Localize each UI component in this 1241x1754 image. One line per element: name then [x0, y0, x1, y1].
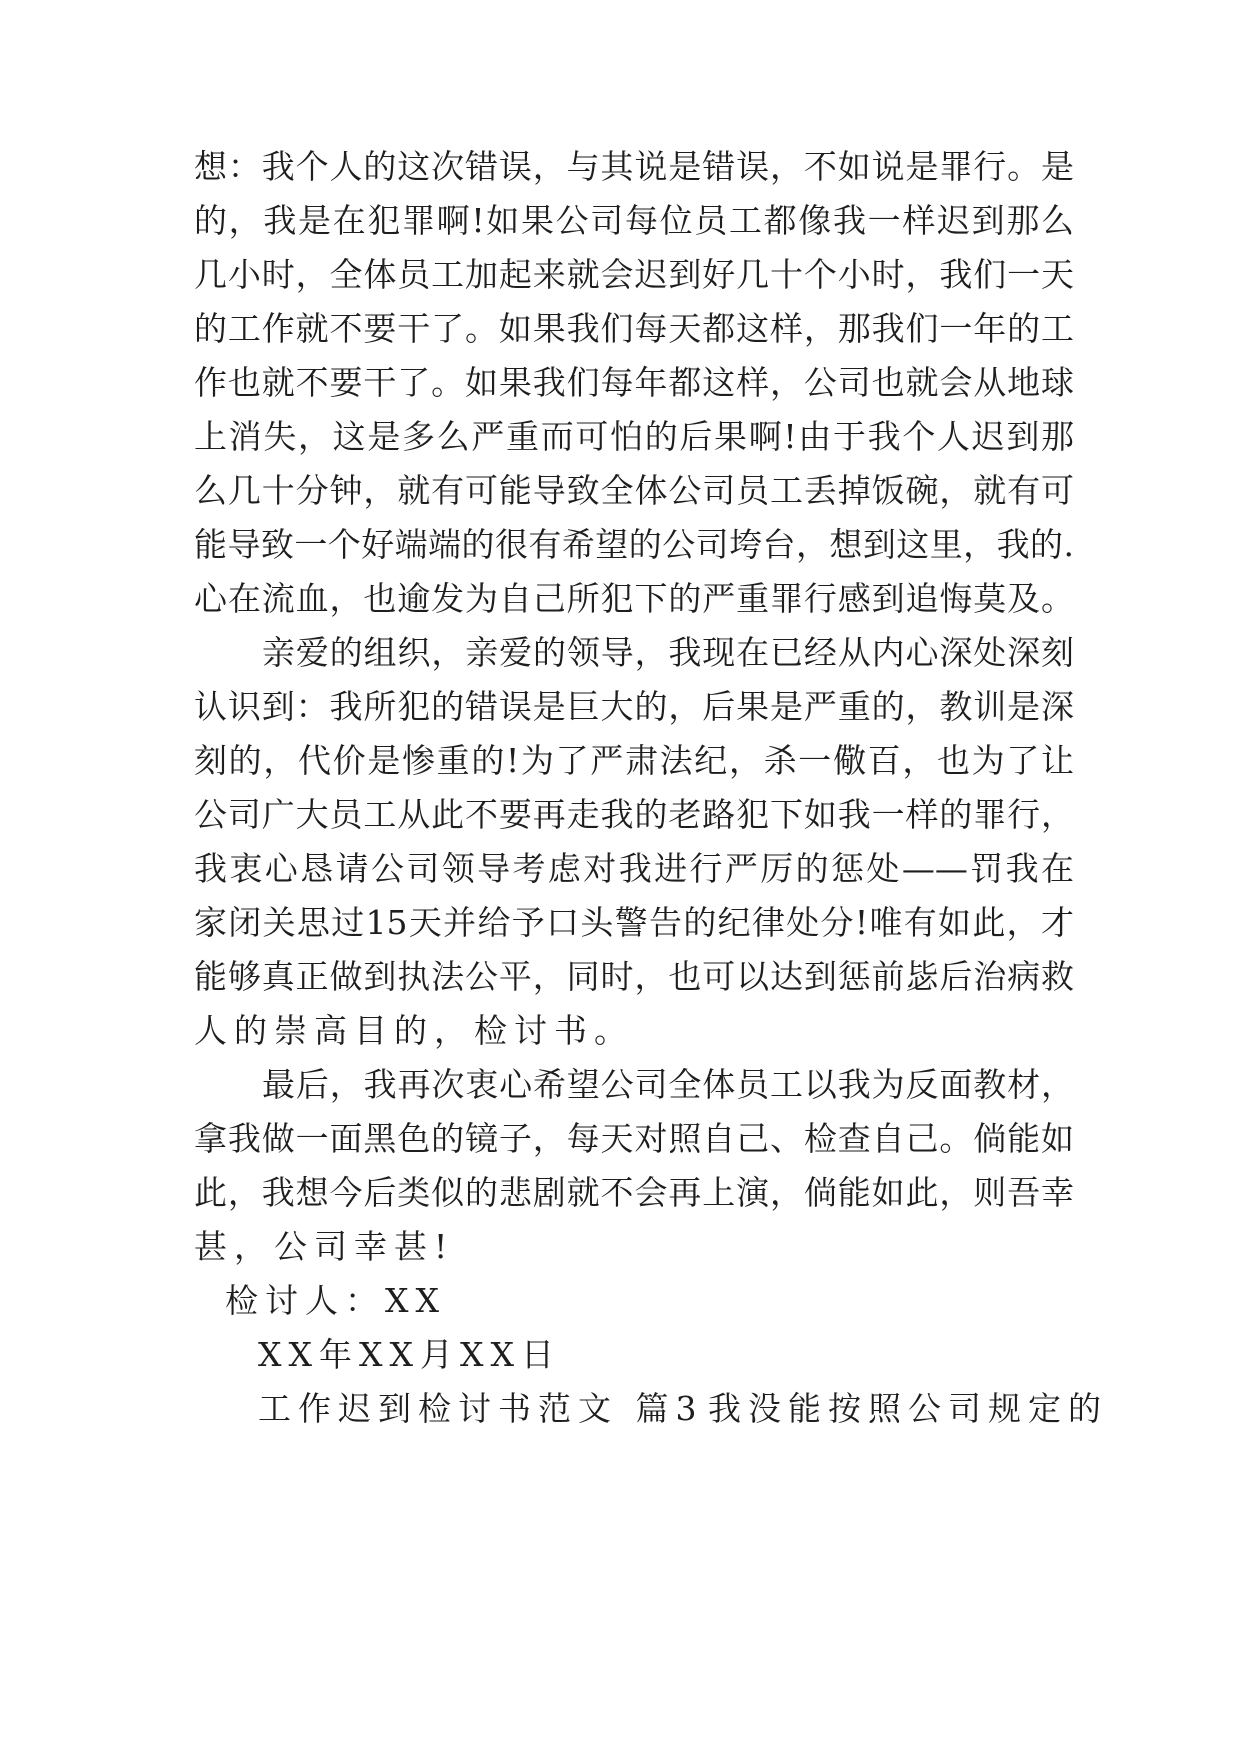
- section-first-sentence: 我没能按照公司规定的: [708, 1389, 1108, 1428]
- body-text-line: 此，我想今后类似的悲剧就不会再上演，倘能如此，则吾幸: [194, 1173, 1074, 1212]
- body-text-line: 人的崇高目的，检讨书。: [194, 1011, 634, 1050]
- paragraph-first-line: 亲爱的组织，亲爱的领导，我现在已经从内心深处深刻: [262, 633, 1074, 672]
- body-text-line: 刻的，代价是惨重的!为了严肃法纪，杀一儆百，也为了让: [194, 741, 1074, 780]
- body-text-line: 甚，公司幸甚!: [194, 1227, 455, 1266]
- body-text-line: 心在流血，也逾发为自己所犯下的严重罪行感到追悔莫及。: [194, 579, 1074, 618]
- body-text-line: 么几十分钟，就有可能导致全体公司员工丢掉饭碗，就有可: [194, 471, 1074, 510]
- body-text-line: 能导致一个好端端的很有希望的公司垮台，想到这里，我的.: [194, 525, 1074, 564]
- section-heading: 工作迟到检讨书范文 篇3: [258, 1389, 704, 1428]
- body-text-line: 家闭关思过15天并给予口头警告的纪律处分!唯有如此，才: [194, 903, 1074, 942]
- body-text-line: 我衷心恳请公司领导考虑对我进行严厉的惩处——罚我在: [194, 849, 1074, 888]
- body-text-line: 作也就不要干了。如果我们每年都这样，公司也就会从地球: [194, 363, 1074, 402]
- body-text-line: 几小时，全体员工加起来就会迟到好几十个小时，我们一天: [194, 255, 1074, 294]
- date-line: XX年XX月XX日: [258, 1335, 561, 1374]
- body-text-line: 想：我个人的这次错误，与其说是错误，不如说是罪行。是: [194, 147, 1074, 186]
- signature-line: 检讨人：XX: [225, 1281, 446, 1320]
- paragraph-first-line: 最后，我再次衷心希望公司全体员工以我为反面教材，: [262, 1065, 1074, 1104]
- body-text-line: 认识到：我所犯的错误是巨大的，后果是严重的，教训是深: [194, 687, 1074, 726]
- body-text-line: 拿我做一面黑色的镜子，每天对照自己、检查自己。倘能如: [194, 1119, 1074, 1158]
- body-text-line: 的，我是在犯罪啊!如果公司每位员工都像我一样迟到那么: [194, 201, 1074, 240]
- body-text-line: 的工作就不要干了。如果我们每天都这样，那我们一年的工: [194, 309, 1074, 348]
- body-text-line: 公司广大员工从此不要再走我的老路犯下如我一样的罪行，: [194, 795, 1074, 834]
- body-text-line: 上消失，这是多么严重而可怕的后果啊!由于我个人迟到那: [194, 417, 1074, 456]
- body-text-line: 能够真正做到执法公平，同时，也可以达到惩前毖后治病救: [194, 957, 1074, 996]
